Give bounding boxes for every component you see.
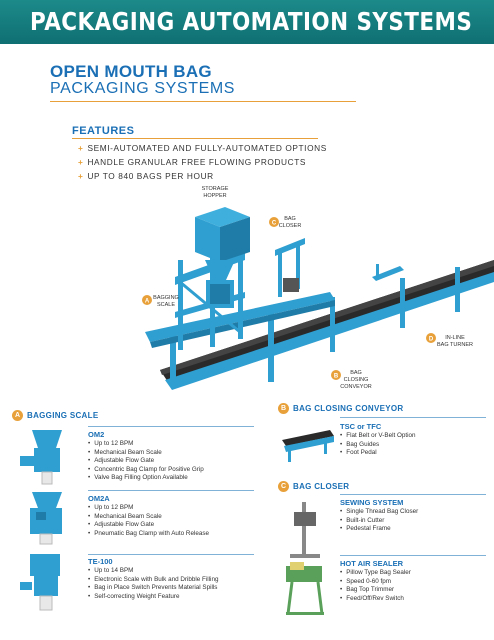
bullet-item: • Built-in Cutter — [340, 517, 418, 526]
features-list — [78, 141, 327, 183]
label-scale-line2: SCALE — [156, 302, 176, 308]
om2a-bullets — [88, 504, 209, 538]
section-title: BAG CLOSER — [293, 482, 350, 491]
om2-bullets — [88, 440, 204, 483]
label-hopper-line1: STORAGE — [201, 186, 229, 192]
section-title: BAG CLOSING CONVEYOR — [293, 404, 404, 413]
bullet-item: • Adjustable Flow Gate — [88, 457, 204, 466]
section-bag-closer-header — [278, 481, 349, 492]
bullet-item: • Flat Belt or V-Belt Option — [340, 432, 416, 441]
bullet-item: • Adjustable Flow Gate — [88, 521, 209, 530]
label-conveyor-line1: BAG — [350, 370, 362, 376]
label-scale-line1: BAGGING — [153, 295, 179, 301]
page-subtitle: PACKAGING SYSTEMS — [50, 80, 236, 97]
label-closer-line2: CLOSER — [278, 223, 302, 229]
divider — [340, 555, 486, 556]
bullet-item: • Valve Bag Filling Option Available — [88, 474, 204, 483]
badge-b-letter: B — [333, 373, 339, 380]
bullet-item: • Up to 12 BPM — [88, 440, 204, 449]
feature-item: + UP TO 840 BAGS PER HOUR — [78, 171, 214, 181]
sealer-title: HOT AIR SEALER — [340, 559, 404, 568]
features-title: FEATURES — [72, 125, 135, 137]
bullet-item: • Up to 12 BPM — [88, 504, 209, 513]
sewing-bullets — [340, 508, 418, 534]
bullet-item: • Pillow Type Bag Sealer — [340, 569, 411, 578]
sewing-system-image — [282, 498, 332, 560]
bullet-item: • Feed/Off/Rev Switch — [340, 595, 411, 604]
bullet-item: • Speed 0-60 fpm — [340, 578, 411, 587]
bullet-item: • Pneumatic Bag Clamp with Auto Release — [88, 530, 209, 539]
section-title: BAGGING SCALE — [27, 411, 99, 420]
bullet-item: • Concentric Bag Clamp for Positive Grip — [88, 466, 204, 475]
feature-item: + HANDLE GRANULAR FREE FLOWING PRODUCTS — [78, 157, 307, 167]
bullet-item: • Bag Guides — [340, 441, 416, 450]
bullet-item: • Bag in Place Switch Prevents Material Spills — [88, 584, 218, 593]
te100-bullets — [88, 567, 218, 601]
tsc-bullets — [340, 432, 416, 458]
om2a-image — [12, 490, 78, 546]
header-banner — [0, 0, 494, 44]
label-turner-line1: IN-LINE — [445, 335, 465, 341]
page-title: OPEN MOUTH BAG — [50, 62, 212, 81]
divider — [340, 417, 486, 418]
bullet-item: • Single Thread Bag Closer — [340, 508, 418, 517]
label-conveyor-line2: CLOSING — [343, 377, 369, 383]
badge-b: B — [278, 403, 289, 414]
section-bagging-scale-header — [12, 410, 98, 421]
tsc-title: TSC or TFC — [340, 422, 382, 431]
divider — [340, 494, 486, 495]
bullet-item: • Self-correcting Weight Feature — [88, 593, 218, 602]
plus-icon: + — [78, 171, 84, 181]
plus-icon: + — [78, 143, 84, 153]
om2-image — [12, 428, 78, 486]
te100-title: TE-100 — [88, 557, 113, 566]
bag-turner-illustration — [372, 264, 404, 281]
bullet-item: • Mechanical Beam Scale — [88, 449, 204, 458]
label-turner-line2: BAG TURNER — [437, 342, 473, 348]
badge-a-letter: A — [144, 298, 150, 305]
label-closer-line1: BAG — [284, 216, 296, 222]
feature-item: + SEMI-AUTOMATED AND FULLY-AUTOMATED OPTIONS — [78, 143, 327, 153]
sealer-bullets — [340, 569, 411, 603]
om2-title: OM2 — [88, 430, 105, 439]
heading-divider — [50, 101, 356, 102]
badge-d-letter: D — [428, 336, 434, 343]
bag-closer-illustration — [275, 238, 305, 297]
hot-air-sealer-image — [280, 558, 332, 616]
bullet-item: • Foot Pedal — [340, 449, 416, 458]
divider — [88, 426, 254, 427]
bullet-item: • Electronic Scale with Bulk and Dribble Filling — [88, 576, 218, 585]
section-bag-closing-conveyor-header — [278, 403, 403, 414]
bullet-item: • Up to 14 BPM — [88, 567, 218, 576]
label-conveyor-line3: CONVEYOR — [340, 384, 372, 390]
system-diagram — [0, 182, 494, 402]
banner-title: PACKAGING AUTOMATION SYSTEMS — [30, 7, 473, 36]
divider — [88, 490, 254, 491]
om2a-title: OM2A — [88, 494, 110, 503]
features-divider — [72, 138, 318, 139]
bullet-item: • Mechanical Beam Scale — [88, 513, 209, 522]
badge-c-letter: C — [271, 220, 277, 227]
divider — [88, 554, 254, 555]
conveyor-illustration — [145, 260, 494, 390]
plus-icon: + — [78, 157, 84, 167]
te100-image — [12, 552, 78, 612]
badge-a: A — [12, 410, 23, 421]
label-hopper-line2: HOPPER — [203, 193, 227, 199]
tsc-conveyor-image — [280, 422, 336, 466]
badge-c: C — [278, 481, 289, 492]
bullet-item: • Bag Top Trimmer — [340, 586, 411, 595]
bullet-item: • Pedestal Frame — [340, 525, 418, 534]
sewing-title: SEWING SYSTEM — [340, 498, 404, 507]
